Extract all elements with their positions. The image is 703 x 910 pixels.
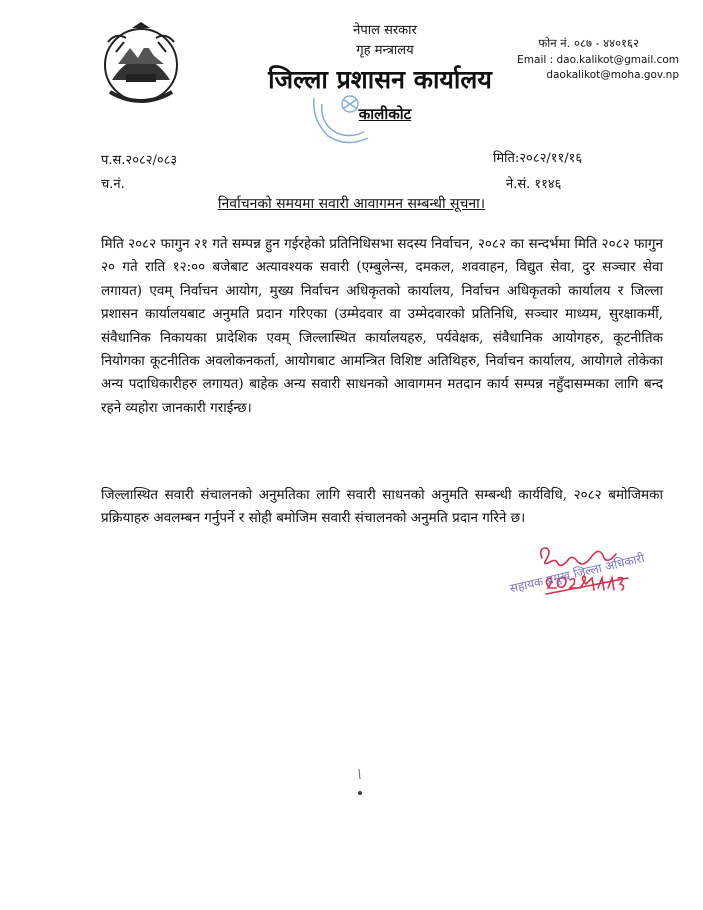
email-secondary: daokalikot@moha.gov.np	[546, 69, 679, 81]
nepal-sambat: ने.सं. ११४६	[506, 177, 562, 192]
phone-number: फोन नं. ०८७ - ४४०१६२	[538, 36, 639, 50]
body-paragraph-2: जिल्लास्थित सवारी संचालनको अनुमतिका लागि सवारी साधनको अनुमति सम्बन्धी कार्यविधि, २०८२ बमोजिमका प्रक्रियाहरु अवलम्बन गर्नुपर्ने र सोही बमोजिम सवारी संचालनको अनुमति प्रदान गरिने छ।	[101, 487, 663, 527]
contact-block	[517, 36, 679, 83]
nepal-emblem-icon	[96, 18, 186, 108]
office-stamp-icon	[308, 90, 384, 150]
subject-text: निर्वाचनको समयमा सवारी आवागमन सम्बन्धी सूचना।	[217, 196, 486, 212]
email-primary: Email : dao.kalikot@gmail.com	[517, 54, 679, 66]
government-name: नेपाल सरकार	[353, 23, 417, 38]
body-paragraph-1: मिति २०८२ फागुन २१ गते सम्पन्न हुन गईरहेको प्रतिनिधिसभा सदस्य निर्वाचन, २०८२ का सन्दर्भमा मिति २०८२ फागुन २० गते राति १२:०० बजेबाट अत्यावश्यक सवारी (एम्बुलेन्स, दमकल, शववाहन, विद्युत सेवा, दुर सञ्चार सेवा लगायत) एवम् निर्वाचन आयोग, मुख्य निर्वाचन अधिकृतको कार्यालय, निर्वाचन अधिकृतको कार्यालय र जिल्ला प्रशासन कार्यालयबाट अनुमति प्रदान गरिएका (उम्मेदवार वा उम्मेदवारको प्रतिनिधि, सञ्चार माध्यम, सुरक्षाकर्मी, संवैधानिक निकायका प्रादेशिक एवम् जिल्लास्थित कार्यालयहरु, पर्यवेक्षक, संवैधानिक आयोगहरु, कूटनीतिक नियोगका कूटनीतिक अवलोकनकर्ता, आयोगबाट आमन्त्रित विशिष्ट अतिथिहरु, निर्वाचन कार्यालय, आयोगले तोकेका अन्य पदाधिकारीहरु लगायत) बाहेक अन्य सवारी साधनको आवागमन मतदान कार्य सम्पन्न नहुँदासम्मका लागि बन्द रहने व्यहोरा जानकारी गराईन्छ।	[101, 236, 663, 416]
letter-date: मिति:२०८२/११/१६	[493, 151, 583, 166]
district-name: कालीकोट	[358, 105, 412, 123]
dispatch-number: च.नं.	[101, 177, 125, 192]
signatory-title: सहायक प्रमुख जिल्ला अधिकारी	[508, 550, 646, 596]
office-title: जिल्ला प्रशासन कार्यालय	[268, 65, 492, 94]
stray-mark-icon	[354, 767, 366, 797]
ministry-name: गृह मन्त्रालय	[356, 43, 414, 58]
letter-number: प.स.२०८२/०८३	[101, 153, 178, 168]
notice-subject	[0, 194, 703, 213]
